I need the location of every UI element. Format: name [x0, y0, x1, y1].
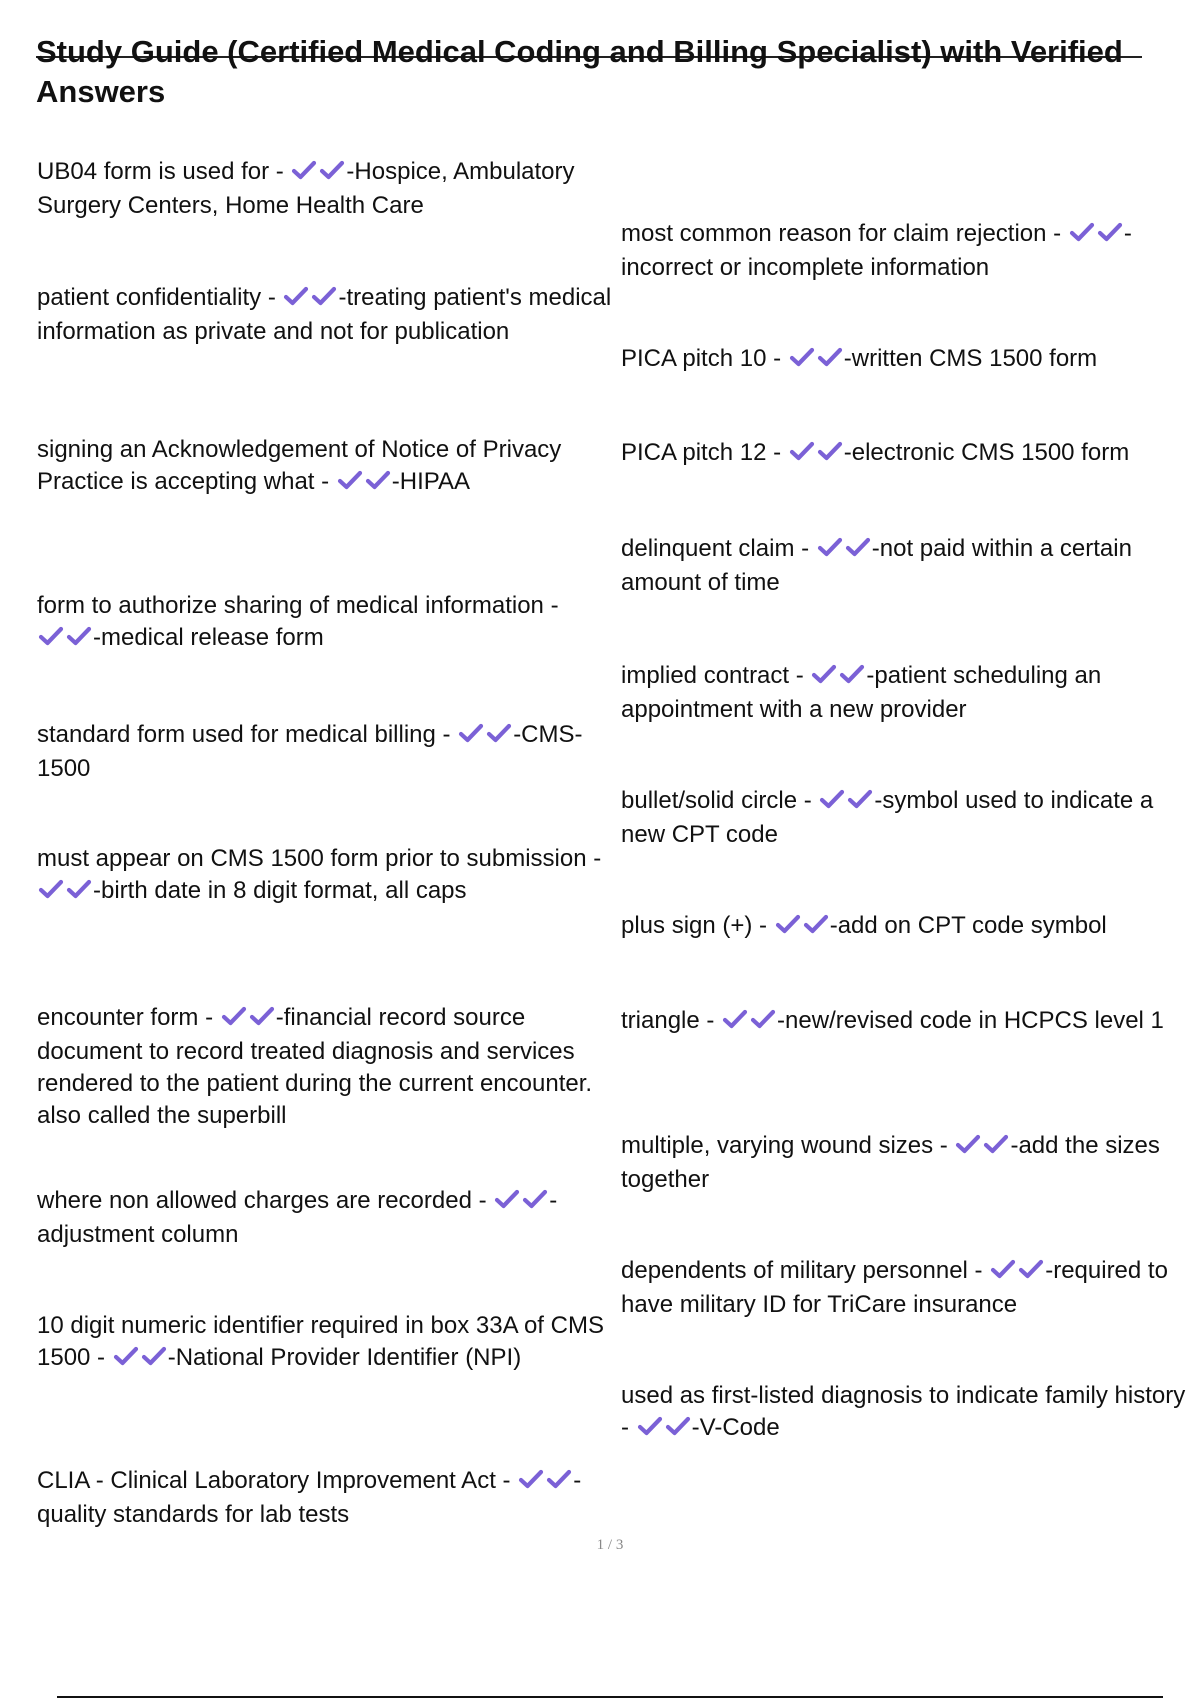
checkmark-icon	[364, 469, 392, 491]
question-text: triangle -	[621, 1007, 722, 1034]
question-text: dependents of military personnel -	[621, 1257, 990, 1284]
qa-item	[621, 660, 1196, 726]
footer-rule	[57, 1696, 1163, 1698]
question-text: plus sign (+) -	[621, 912, 774, 939]
checkmark-icon	[248, 1005, 276, 1027]
question-text: bullet/solid circle -	[621, 787, 819, 814]
qa-item	[37, 1185, 612, 1251]
checkmark-icon	[112, 1345, 140, 1367]
checkmark-icon	[954, 1133, 982, 1155]
checkmark-icon	[1096, 221, 1124, 243]
page-number: 1 / 3	[596, 1537, 624, 1553]
qa-item	[621, 343, 1196, 377]
checkmark-icon	[636, 1415, 664, 1437]
question-text: 10 digit numeric identifier required in box 33A of CMS 1500 -	[37, 1312, 604, 1371]
checkmark-icon	[1017, 1258, 1045, 1280]
checkmark-icon	[810, 663, 838, 685]
qa-item	[621, 1005, 1196, 1039]
qa-item	[37, 434, 612, 500]
checkmark-icon	[774, 913, 802, 935]
answer-text: -symbol used to indicate a new CPT code	[621, 787, 1154, 848]
checkmark-icon	[37, 878, 65, 900]
double-checkmark-icon	[954, 1132, 1010, 1164]
checkmark-icon	[788, 346, 816, 368]
checkmark-icon	[982, 1133, 1010, 1155]
question-text: patient confidentiality -	[37, 284, 283, 311]
answer-text: -National Provider Identifier (NPI)	[167, 1344, 522, 1371]
checkmark-icon	[493, 1188, 521, 1210]
qa-item	[621, 785, 1196, 851]
question-text: form to authorize sharing of medical information -	[37, 592, 559, 619]
double-checkmark-icon	[1068, 220, 1124, 252]
qa-item	[621, 1255, 1196, 1321]
answer-text: -electronic CMS 1500 form	[843, 439, 1130, 466]
qa-item	[37, 156, 612, 222]
qa-item	[37, 282, 612, 348]
answer-text: -written CMS 1500 form	[843, 345, 1098, 372]
qa-item	[37, 843, 612, 909]
checkmark-icon	[816, 346, 844, 368]
checkmark-icon	[788, 440, 816, 462]
double-checkmark-icon	[493, 1187, 549, 1219]
double-checkmark-icon	[636, 1414, 692, 1446]
checkmark-icon	[65, 625, 93, 647]
double-checkmark-icon	[37, 877, 93, 909]
answer-text: -add the sizes together	[621, 1132, 1160, 1193]
qa-item	[37, 1465, 612, 1531]
answer-text: -not paid within a certain amount of time	[621, 535, 1132, 596]
checkmark-icon	[457, 722, 485, 744]
qa-item	[621, 910, 1196, 944]
checkmark-icon	[816, 440, 844, 462]
question-text: CLIA - Clinical Laboratory Improvement Act -	[37, 1467, 518, 1494]
double-checkmark-icon	[457, 721, 513, 753]
answer-text: -CMS-1500	[37, 721, 583, 782]
double-checkmark-icon	[788, 345, 844, 377]
qa-item	[621, 533, 1196, 599]
answer-text: -add on CPT code symbol	[829, 912, 1107, 939]
double-checkmark-icon	[290, 158, 346, 190]
question-text: encounter form -	[37, 1004, 220, 1031]
checkmark-icon	[989, 1258, 1017, 1280]
qa-item	[621, 437, 1196, 471]
answer-text: -medical release form	[93, 624, 324, 651]
question-text: standard form used for medical billing -	[37, 721, 458, 748]
answer-text: -treating patient's medical information as private and not for publication	[37, 284, 612, 345]
checkmark-icon	[816, 536, 844, 558]
question-text: most common reason for claim rejection -	[621, 220, 1068, 247]
checkmark-icon	[336, 469, 364, 491]
checkmark-icon	[318, 159, 346, 181]
double-checkmark-icon	[37, 624, 93, 656]
double-checkmark-icon	[721, 1007, 777, 1039]
qa-item	[37, 719, 612, 785]
checkmark-icon	[290, 159, 318, 181]
answer-text: -financial record source document to record treated diagnosis and services rendered to the patient during the current encounter. also called the superbill	[37, 1004, 593, 1129]
answer-text: -new/revised code in HCPCS level 1	[777, 1007, 1164, 1034]
qa-item	[37, 1002, 612, 1132]
question-text: where non allowed charges are recorded -	[37, 1187, 494, 1214]
question-text: delinquent claim -	[621, 535, 816, 562]
answer-text: -adjustment column	[37, 1187, 558, 1248]
qa-item	[37, 590, 612, 656]
double-checkmark-icon	[774, 912, 830, 944]
question-text: signing an Acknowledgement of Notice of Privacy Practice is accepting what -	[37, 436, 562, 495]
checkmark-icon	[485, 722, 513, 744]
question-text: multiple, varying wound sizes -	[621, 1132, 955, 1159]
answer-text: -patient scheduling an appointment with a new provider	[621, 662, 1102, 723]
double-checkmark-icon	[517, 1467, 573, 1499]
checkmark-icon	[310, 285, 338, 307]
checkmark-icon	[844, 536, 872, 558]
double-checkmark-icon	[112, 1344, 168, 1376]
checkmark-icon	[838, 663, 866, 685]
checkmark-icon	[664, 1415, 692, 1437]
checkmark-icon	[846, 788, 874, 810]
answer-text: -birth date in 8 digit format, all caps	[93, 877, 467, 904]
checkmark-icon	[1068, 221, 1096, 243]
qa-item	[621, 1380, 1196, 1446]
checkmark-icon	[818, 788, 846, 810]
qa-item	[621, 1130, 1196, 1196]
checkmark-icon	[521, 1188, 549, 1210]
double-checkmark-icon	[282, 284, 338, 316]
checkmark-icon	[220, 1005, 248, 1027]
checkmark-icon	[721, 1008, 749, 1030]
qa-item	[37, 1310, 612, 1376]
document-title: Study Guide (Certified Medical Coding and Billing Specialist) with Verified Answers	[36, 34, 1123, 109]
question-text: used as first-listed diagnosis to indicate family history -	[621, 1382, 1186, 1441]
double-checkmark-icon	[989, 1257, 1045, 1289]
question-text: implied contract -	[621, 662, 811, 689]
question-text: PICA pitch 10 -	[621, 345, 788, 372]
checkmark-icon	[517, 1468, 545, 1490]
checkmark-icon	[65, 878, 93, 900]
answer-text: -Hospice, Ambulatory Surgery Centers, Home Health Care	[37, 158, 575, 219]
answer-text: -incorrect or incomplete information	[621, 220, 1132, 281]
checkmark-icon	[802, 913, 830, 935]
question-text: PICA pitch 12 -	[621, 439, 788, 466]
double-checkmark-icon	[818, 787, 874, 819]
answer-text: -quality standards for lab tests	[37, 1467, 582, 1528]
double-checkmark-icon	[810, 662, 866, 694]
answer-text: -HIPAA	[391, 468, 471, 495]
answer-text: -V-Code	[691, 1414, 780, 1441]
checkmark-icon	[545, 1468, 573, 1490]
answer-text: -required to have military ID for TriCare insurance	[621, 1257, 1168, 1318]
double-checkmark-icon	[336, 468, 392, 500]
qa-item	[621, 218, 1196, 284]
question-text: UB04 form is used for -	[37, 158, 291, 185]
checkmark-icon	[140, 1345, 168, 1367]
checkmark-icon	[37, 625, 65, 647]
checkmark-icon	[282, 285, 310, 307]
double-checkmark-icon	[788, 439, 844, 471]
double-checkmark-icon	[816, 535, 872, 567]
question-text: must appear on CMS 1500 form prior to submission -	[37, 845, 602, 872]
double-checkmark-icon	[220, 1004, 276, 1036]
checkmark-icon	[749, 1008, 777, 1030]
